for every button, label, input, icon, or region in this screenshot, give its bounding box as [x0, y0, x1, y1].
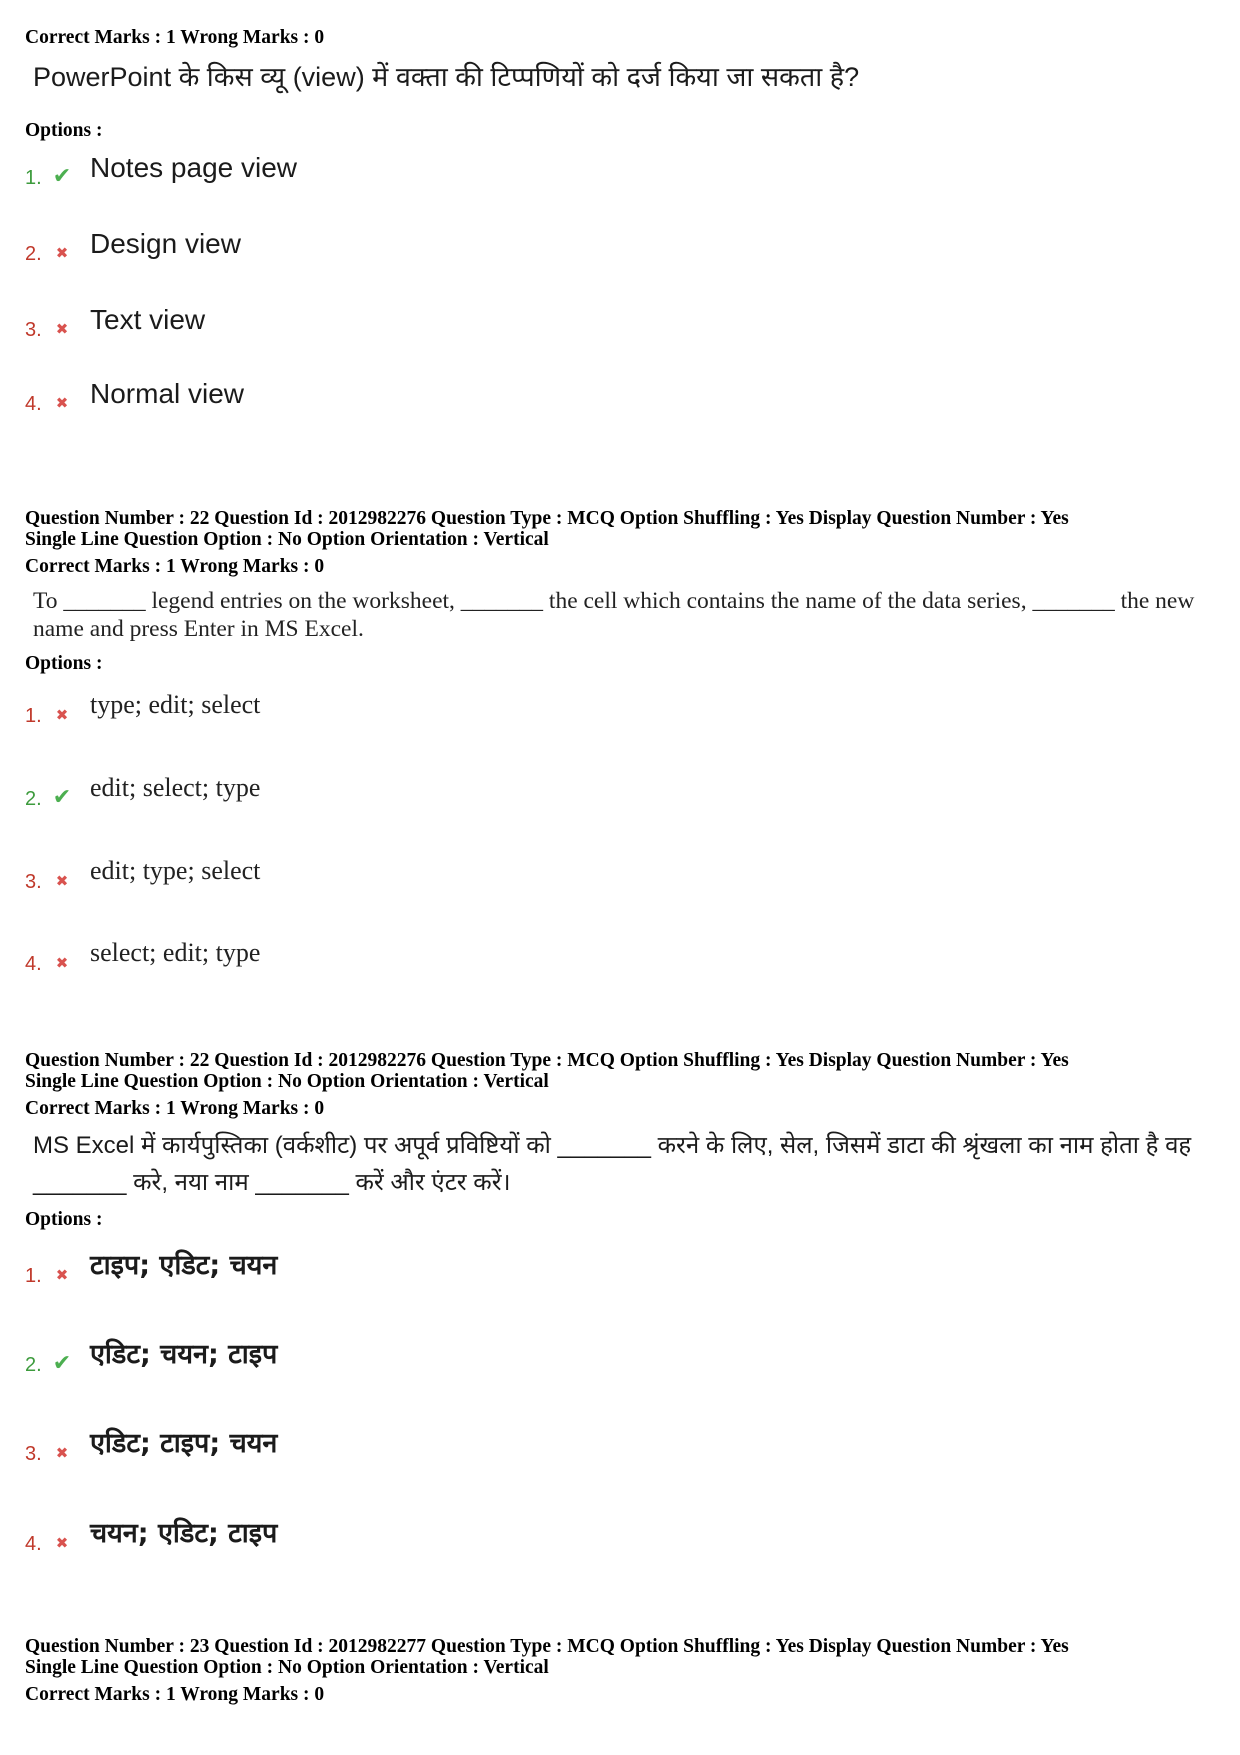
option-number: 4. [25, 953, 42, 975]
option-item [25, 376, 925, 416]
options-list-21 [25, 150, 1220, 440]
option-number: 1. [25, 705, 42, 727]
option-item [25, 1516, 925, 1556]
question-text: To _______ legend entries on the worksheet, _______ the cell which contains the name of the data series, _______ the new name and press Enter in MS Excel. [33, 588, 1195, 642]
option-number: 2. [25, 243, 42, 265]
question-meta: Question Number : 22 Question Id : 2012982276 Question Type : MCQ Option Shuffling : Yes Display Question Number : Yes [25, 1050, 1069, 1071]
question-meta: Question Number : 23 Question Id : 2012982277 Question Type : MCQ Option Shuffling : Yes Display Question Number : Yes [25, 1636, 1069, 1657]
options-label: Options : [25, 120, 103, 141]
question-meta: Single Line Question Option : No Option Orientation : Vertical [25, 529, 549, 550]
cross-icon: ✖ [55, 1534, 69, 1552]
option-item [25, 688, 925, 728]
question-block-23 [25, 1636, 1220, 1705]
option-number: 3. [25, 1443, 42, 1465]
option-text: चयन; एडिट; टाइप [90, 1518, 278, 1549]
cross-icon: ✖ [55, 1266, 69, 1284]
option-number: 1. [25, 1265, 42, 1287]
option-text: type; edit; select [90, 690, 261, 719]
option-number: 3. [25, 319, 42, 341]
cross-icon: ✖ [55, 320, 69, 338]
marks-line: Correct Marks : 1 Wrong Marks : 0 [25, 1098, 325, 1119]
cross-icon: ✖ [55, 954, 69, 972]
option-item [25, 150, 925, 190]
question-block-22-en [25, 508, 1220, 675]
options-label: Options : [25, 653, 103, 674]
question-block-21 [25, 27, 1220, 142]
check-icon: ✔ [52, 164, 72, 189]
cross-icon: ✖ [55, 872, 69, 890]
check-icon: ✔ [52, 1351, 72, 1376]
option-item [25, 226, 925, 266]
option-item [25, 854, 925, 894]
option-item [25, 1426, 925, 1466]
question-text: MS Excel में कार्यपुस्तिका (वर्कशीट) पर अपूर्व प्रविष्टियों को _______ करने के लिए, सेल, जिसमें डाटा की श्रृंखला का नाम होता है वह _______ करे, नया नाम _______ करें और एंटर करें। [33, 1132, 1192, 1196]
option-text: select; edit; type [90, 938, 261, 967]
question-meta: Single Line Question Option : No Option Orientation : Vertical [25, 1071, 549, 1092]
option-item [25, 1248, 925, 1288]
option-number: 4. [25, 393, 42, 415]
question-meta: Single Line Question Option : No Option Orientation : Vertical [25, 1657, 549, 1678]
cross-icon: ✖ [55, 1444, 69, 1462]
question-text: PowerPoint के किस व्यू (view) में वक्ता की टिप्पणियों को दर्ज किया जा सकता है? [33, 62, 860, 92]
option-number: 2. [25, 788, 42, 810]
option-number: 1. [25, 167, 42, 189]
options-label: Options : [25, 1209, 103, 1230]
cross-icon: ✖ [55, 394, 69, 412]
option-item [25, 936, 925, 976]
option-text: edit; select; type [90, 773, 261, 802]
cross-icon: ✖ [55, 244, 69, 262]
option-text: Design view [90, 228, 241, 259]
marks-line: Correct Marks : 1 Wrong Marks : 0 [25, 556, 325, 577]
options-list-22-hi [25, 1248, 1220, 1558]
marks-line: Correct Marks : 1 Wrong Marks : 0 [25, 27, 325, 48]
option-number: 3. [25, 871, 42, 893]
option-item [25, 771, 925, 811]
cross-icon: ✖ [55, 706, 69, 724]
option-text: Notes page view [90, 152, 298, 183]
marks-line: Correct Marks : 1 Wrong Marks : 0 [25, 1684, 325, 1705]
check-icon: ✔ [52, 785, 72, 810]
options-list-22-en [25, 688, 1220, 978]
option-text: Text view [90, 304, 206, 335]
option-text: टाइप; एडिट; चयन [90, 1250, 278, 1281]
option-item [25, 302, 925, 342]
option-number: 4. [25, 1533, 42, 1555]
option-text: एडिट; टाइप; चयन [90, 1428, 278, 1459]
option-text: एडिट; चयन; टाइप [90, 1339, 278, 1370]
option-number: 2. [25, 1354, 42, 1376]
question-block-22-hi [25, 1050, 1220, 1231]
question-meta: Question Number : 22 Question Id : 2012982276 Question Type : MCQ Option Shuffling : Yes Display Question Number : Yes [25, 508, 1069, 529]
option-text: Normal view [90, 378, 245, 409]
option-item [25, 1337, 925, 1377]
option-text: edit; type; select [90, 856, 261, 885]
